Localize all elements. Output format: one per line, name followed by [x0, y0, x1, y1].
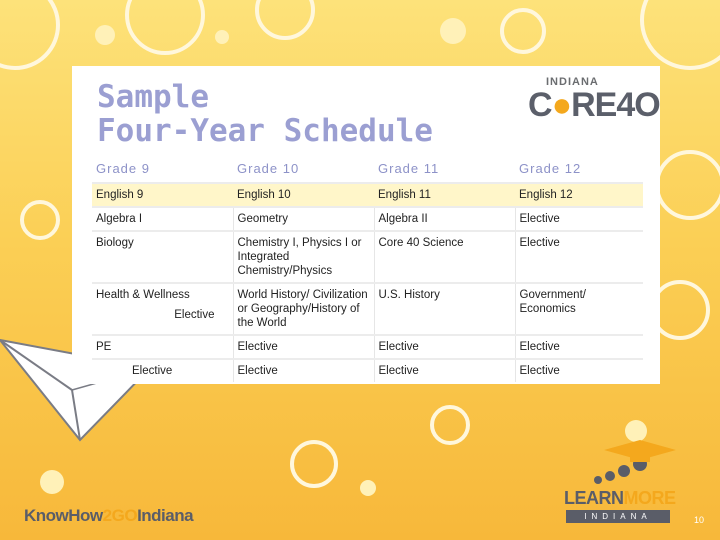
decor-dot: [360, 480, 376, 496]
table-cell: Biology: [92, 231, 233, 283]
more-word: MORE: [623, 488, 676, 508]
core40-logo: [528, 74, 660, 130]
header-grade-11: Grade 11: [378, 161, 440, 176]
decor-dot: [40, 470, 64, 494]
decor-circle: [0, 0, 60, 70]
table-cell: Geometry: [233, 207, 374, 231]
page-number: 10: [694, 515, 705, 525]
table-cell: Chemistry I, Physics I or Integrated Chemistry/Physics: [233, 231, 374, 283]
header-grade-12: Grade 12: [519, 161, 582, 176]
table-row: [92, 207, 643, 231]
table-cell: Elective: [515, 207, 643, 231]
learnmore-logo: [550, 440, 680, 525]
cell-sub-elective: Elective: [132, 365, 173, 377]
decor-circle: [640, 0, 720, 70]
header-grade-9: Grade 9: [96, 161, 150, 176]
table-cell: PE: [92, 335, 233, 359]
cell-main-text: Health & Wellness: [96, 289, 190, 301]
table-cell: World History/ Civilization or Geography/History of the World: [233, 283, 374, 335]
core40-o: ●: [551, 86, 572, 124]
table-cell: [92, 283, 233, 335]
table-cell: Elective: [515, 335, 643, 359]
table-cell: Elective: [233, 335, 374, 359]
table-row: [92, 359, 643, 382]
graduation-cap-icon: [590, 440, 680, 490]
slide-title: [97, 80, 433, 148]
learnmore-state-label: INDIANA: [566, 510, 670, 523]
table-cell: Algebra II: [374, 207, 515, 231]
table-cell: Elective: [374, 335, 515, 359]
knowhow2go-logo: [24, 506, 193, 526]
core40-number: 4O: [616, 86, 660, 124]
core40-re: RE: [571, 86, 617, 124]
knowhow-part-3: Indiana: [137, 506, 194, 525]
core40-state-label: INDIANA: [546, 76, 599, 88]
decor-dot: [215, 30, 229, 44]
learnmore-wordmark: [564, 488, 676, 509]
table-row: [92, 183, 643, 207]
table-row: [92, 231, 643, 283]
table-cell: Elective: [515, 231, 643, 283]
table-cell: Core 40 Science: [374, 231, 515, 283]
table-cell: English 9: [92, 183, 233, 207]
table-cell: English 12: [515, 183, 643, 207]
decor-circle: [430, 405, 470, 445]
decor-dot: [440, 18, 466, 44]
table-cell: English 10: [233, 183, 374, 207]
table-cell: U.S. History: [374, 283, 515, 335]
table-header-row: [92, 155, 643, 183]
header-grade-10: Grade 10: [237, 161, 300, 176]
four-year-schedule-table: [92, 155, 643, 382]
knowhow-part-1: KnowHow: [24, 506, 103, 525]
table-cell: Algebra I: [92, 207, 233, 231]
table-cell: Elective: [515, 359, 643, 382]
core40-c: C: [528, 86, 552, 124]
table-row: [92, 283, 643, 335]
knowhow-part-2: 2GO: [102, 506, 138, 525]
decor-dot: [625, 420, 647, 442]
core40-wordmark: [528, 86, 660, 125]
table-cell: Elective: [233, 359, 374, 382]
table-cell: [92, 359, 233, 382]
decor-circle: [655, 150, 720, 220]
title-line-2: Four-Year Schedule: [97, 113, 433, 149]
title-line-1: Sample: [97, 79, 209, 115]
cell-sub-elective: Elective: [174, 309, 215, 321]
decor-dot: [95, 25, 115, 45]
decor-circle: [500, 8, 546, 54]
decor-circle: [255, 0, 315, 40]
learn-word: LEARN: [564, 488, 624, 508]
table-row: [92, 335, 643, 359]
decor-circle: [290, 440, 338, 488]
table-cell: English 11: [374, 183, 515, 207]
table-cell: Elective: [374, 359, 515, 382]
decor-circle: [125, 0, 205, 55]
table-cell: Government/ Economics: [515, 283, 643, 335]
decor-circle: [20, 200, 60, 240]
